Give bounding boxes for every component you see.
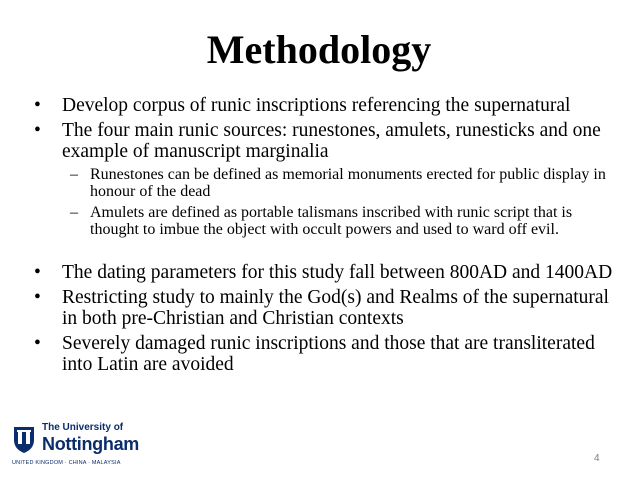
bullet-text: Restricting study to mainly the God(s) and Realms of the supernatural in both pre-Christian and Christian contexts (62, 287, 609, 329)
university-logo (12, 418, 162, 468)
bullet-item (34, 333, 614, 375)
logo-line1: The University of (42, 422, 124, 433)
slide-body (34, 95, 614, 379)
spacer (34, 242, 614, 262)
dash-marker: – (70, 204, 78, 221)
bullet-item (34, 262, 614, 283)
bullet-text: The dating parameters for this study fall between 800AD and 1400AD (62, 262, 613, 283)
sub-bullet-text: Amulets are defined as portable talismans inscribed with runic script that is thought to imbue the object with occult powers and used to ward off evil. (90, 204, 573, 238)
sub-bullet-item (34, 204, 614, 238)
bullet-text: Develop corpus of runic inscriptions referencing the supernatural (62, 95, 571, 116)
logo-tagline: UNITED KINGDOM · CHINA · MALAYSIA (12, 460, 121, 466)
bullet-text: The four main runic sources: runestones, amulets, runesticks and one example of manuscript marginalia (62, 120, 601, 162)
bullet-marker: • (34, 262, 41, 283)
bullet-item (34, 95, 614, 116)
bullet-marker: • (34, 287, 41, 308)
sub-bullet-item (34, 166, 614, 200)
bullet-marker: • (34, 333, 41, 354)
bullet-marker: • (34, 95, 41, 116)
bullet-text: Severely damaged runic inscriptions and those that are transliterated into Latin are avoided (62, 333, 595, 375)
crest-icon (12, 424, 36, 454)
page-number: 4 (594, 453, 600, 464)
logo-wordmark (42, 422, 139, 454)
bullet-marker: • (34, 120, 41, 141)
dash-marker: – (70, 166, 78, 183)
sub-bullet-text: Runestones can be defined as memorial monuments erected for public display in honour of the dead (90, 166, 606, 200)
slide-title: Methodology (206, 27, 432, 72)
bullet-item (34, 287, 614, 329)
bullet-item (34, 120, 614, 162)
sub-bullet-list (34, 166, 614, 238)
logo-line2: Nottingham (42, 434, 139, 454)
